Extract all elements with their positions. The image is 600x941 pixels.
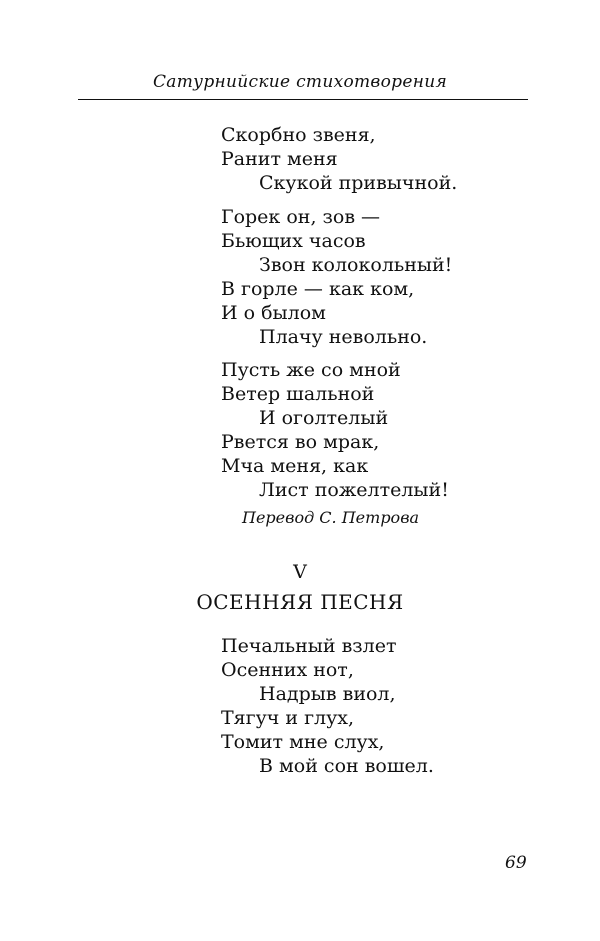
poem-line: Горек он, зов —: [221, 206, 381, 228]
section-number: V: [293, 561, 307, 583]
poem-line: Тягуч и глух,: [221, 707, 355, 729]
poem-line: В горле — как ком,: [221, 278, 415, 300]
poem-line: Ранит меня: [221, 148, 338, 170]
poem-line: Надрыв виол,: [259, 683, 396, 705]
poem-line: Скорбно звеня,: [221, 124, 376, 146]
poem-line: И оголтелый: [259, 407, 389, 429]
page-number: 69: [505, 853, 527, 873]
poem-line: Ветер шальной: [221, 383, 375, 405]
running-title: Сатурнийские стихотворения: [153, 72, 447, 92]
section-title: ОСЕННЯЯ ПЕСНЯ: [196, 590, 404, 614]
poem-line: Рвется во мрак,: [221, 431, 380, 453]
poem-line: Мча меня, как: [221, 455, 369, 477]
poem-line: Печальный взлет: [221, 635, 397, 657]
poem-line: Томит мне слух,: [221, 731, 385, 753]
poem-line: Скукой привычной.: [259, 172, 458, 194]
poem-line: Звон колокольный!: [259, 254, 453, 276]
translator-attribution: Перевод С. Петрова: [242, 508, 420, 527]
poem-line: Бьющих часов: [221, 230, 366, 252]
poem-line: В мой сон вошел.: [259, 755, 434, 777]
poem-line: Плачу невольно.: [259, 326, 428, 348]
poem-line: И о былом: [221, 302, 326, 324]
poem-line: Пусть же со мной: [221, 359, 401, 381]
header-rule: [78, 99, 528, 100]
poem-line: Лист пожелтелый!: [259, 479, 449, 501]
poem-line: Осенних нот,: [221, 659, 354, 681]
